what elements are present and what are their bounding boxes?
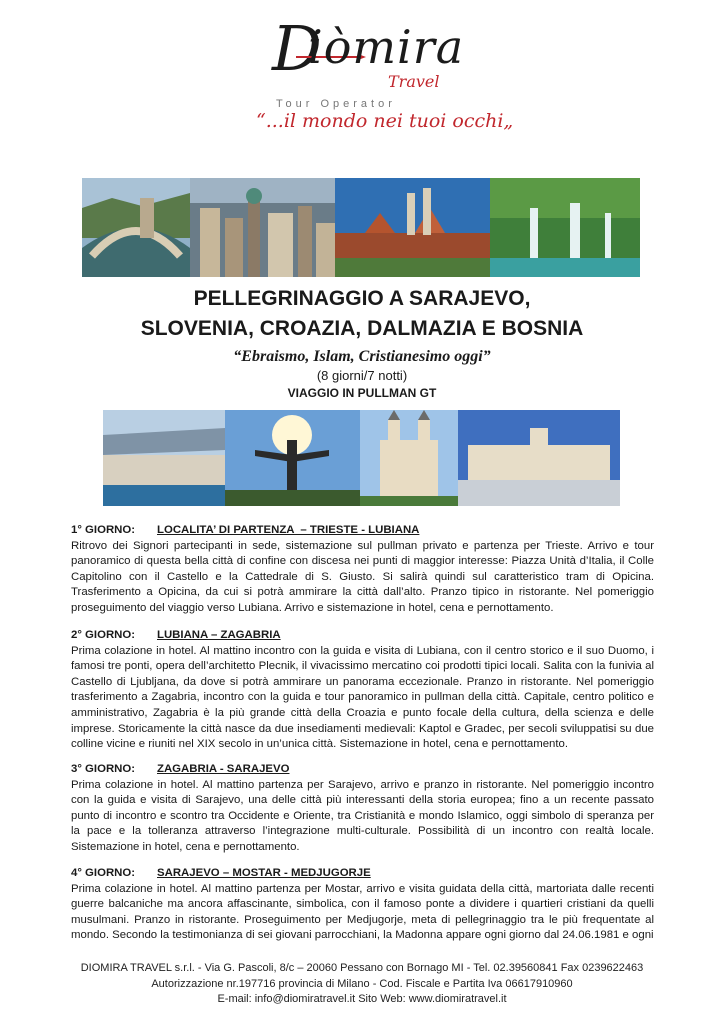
day-3-heading <box>71 762 654 778</box>
photo-trieste-piazza <box>458 410 620 506</box>
day-1-section <box>71 523 654 617</box>
day-3-section <box>71 762 654 856</box>
photo-zagreb-rooftops <box>335 178 490 277</box>
day-2-text: Prima colazione in hotel. Al mattino incontro con la guida e visita di Lubiana, con il centro storico e il suo Duomo, i famosi tre ponti, opera dell’architetto Plecnik, il vivacissimo mercatino coi prodotti tipici locali. Salita con la funivia al Castello di Ljubljana, da dove si potrà ammirare un panorama eccezionale. Pranzo in ristorante. Nel pomeriggio trasferimento a Zagabria, incontro con la guida e tour panoramico in pullman della città. Capitale, centro politico e amministrativo, Zagabria è la più grande città della Croazia e punto focale della cultura, della scienza e delle imprese. Storicamente la città nasce da due insediamenti medievali: Kaptol e Gradec, per secoli sviluppatisi su due colline vicine e riuniti nel XIX secolo in un’unica città. Sistemazione in hotel, cena e pernottamento. <box>71 644 654 751</box>
logo-letter-d: D <box>272 12 322 85</box>
logo-travel: Travel <box>388 72 440 91</box>
day-1-label: 1° GIORNO: <box>71 524 136 536</box>
day-4-section <box>71 866 654 944</box>
photo-plitvice-waterfalls <box>490 178 640 277</box>
photo-christ-statue <box>225 410 360 506</box>
title-line-2: SLOVENIA, CROAZIA, DALMAZIA E BOSNIA <box>140 317 584 340</box>
day-4-label: 4° GIORNO: <box>71 867 136 879</box>
footer-authorization: Autorizzazione nr.197716 provincia di Milano - Cod. Fiscale e Partita Iva 06617910960 <box>151 977 573 990</box>
photo-sarajevo-city <box>190 178 335 277</box>
transport: VIAGGIO IN PULLMAN GT <box>287 386 437 400</box>
day-4-heading <box>71 866 654 882</box>
photo-mostar-bridge <box>82 178 190 277</box>
day-2-section <box>71 628 654 753</box>
day-4-text: Prima colazione in hotel. Al mattino partenza per Mostar, arrivo e visita guidata della città, martoriata dalle recenti guerre balcaniche ma ancora affascinante, simbolica, con il famoso ponte a dividere i quartieri cristiani da quelli musulmani. Pranzo in ristorante. Proseguimento per Medjugorje, meta di pellegrinaggio tra le più frequentate al mondo. Secondo la testimonianza di sei giovani parrocchiani, la Madonna appare ogni giorno dal 24.06.1981 e ogni <box>71 882 654 942</box>
logo-slogan: “...il mondo nei tuoi occhi„ <box>256 110 514 132</box>
day-3-route: ZAGABRIA - SARAJEVO <box>157 763 290 775</box>
logo-tagline: Tour Operator <box>276 98 396 110</box>
day-1-heading <box>71 523 654 539</box>
day-3-text: Prima colazione in hotel. Al mattino partenza per Sarajevo, arrivo e pranzo in ristorante. Nel pomeriggio incontro con la guida e visita di Sarajevo, una delle città più interessanti della storia europea; fino a un recente passato punto di incontro e scontro tra Occidente e Oriente, tra Cristianità e mondo Islamico, oggi simbolo di speranza per la pace e la tolleranza attraverso l’integrazione multi-culturale. Possibilità di un incontro con realtà locale. Sistemazione in hotel, cena e pernottamento. <box>71 778 654 853</box>
logo-wordmark: iòmira <box>308 20 465 74</box>
day-1-route: LOCALITA’ DI PARTENZA – TRIESTE - LUBIANA <box>157 524 420 536</box>
subtitle: “Ebraismo, Islam, Cristianesimo oggi” <box>233 348 491 365</box>
day-3-label: 3° GIORNO: <box>71 763 136 775</box>
photo-split-coast <box>103 410 225 506</box>
day-2-route: LUBIANA – ZAGABRIA <box>157 629 281 641</box>
footer-contacts: E-mail: info@diomiratravel.it Sito Web: www.diomiratravel.it <box>217 993 507 1005</box>
day-1-text: Ritrovo dei Signori partecipanti in sede, sistemazione sul pullman privato e partenza per Trieste. Arrivo e tour panoramico di questa bella città di confine con discesa nei punti di maggior interesse: Piazza Unità d’Italia, il Colle Capitolino con il Castello e la Cattedrale di S. Giusto. Si salirà quindi sul caratteristico tram di Opicina. Trasferimento a Opicina, da cui si potrà ammirare la città dall’alto. Pranzo tipico in ristorante. Nel pomeriggio proseguimento del viaggio verso Lubiana. Arrivo e sistemazione in hotel, cena e pernottamento. <box>71 539 654 614</box>
day-2-heading <box>71 628 654 644</box>
day-4-route: SARAJEVO – MOSTAR - MEDJUGORJE <box>157 867 371 879</box>
company-logo <box>256 12 514 134</box>
footer-address: DIOMIRA TRAVEL s.r.l. - Via G. Pascoli, 8/c – 20060 Pessano con Bornago MI - Tel. 02.39560841 Fax 0239622463 <box>80 962 644 974</box>
photo-medjugorje-church <box>360 410 458 506</box>
footer <box>0 961 724 1008</box>
duration: (8 giorni/7 notti) <box>316 368 408 383</box>
title-line-1: PELLEGRINAGGIO A SARAJEVO, <box>193 287 531 310</box>
day-2-label: 2° GIORNO: <box>71 629 136 641</box>
